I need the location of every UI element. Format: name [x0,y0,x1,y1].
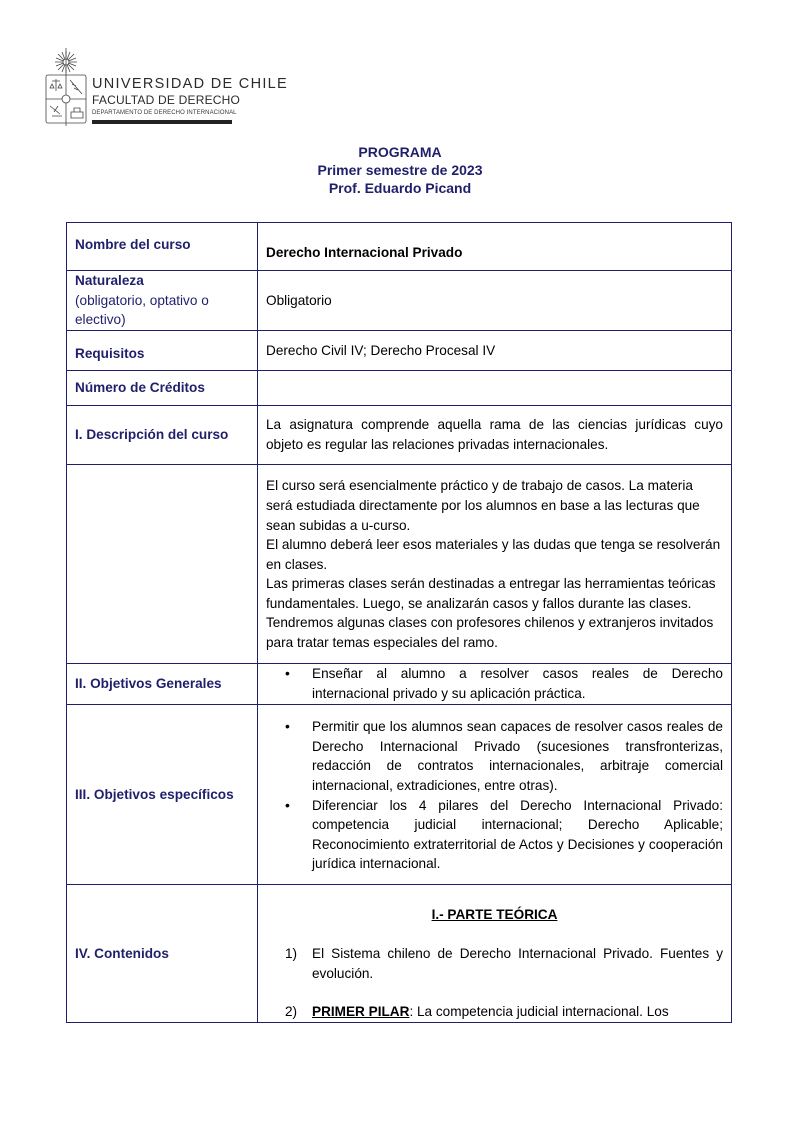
row-specific-objectives [67,705,732,885]
label-course-name: Nombre del curso [67,223,258,271]
faculty-name: FACULTAD DE DERECHO [92,93,241,107]
label-specific-objectives: III. Objetivos específicos [67,705,258,885]
value-nature: Obligatorio [258,271,732,331]
item-lead: PRIMER PILAR [312,1004,410,1020]
general-objectives-list [266,664,723,703]
value-course-name: Derecho Internacional Privado [258,223,732,271]
row-contents [67,885,732,1023]
document-title: PROGRAMA [358,144,442,160]
department-name: DEPARTAMENTO DE DERECHO INTERNACIONAL [92,110,237,116]
university-header [92,76,288,124]
methodology-paragraph: Tendremos algunas clases con profesores chilenos y extranjeros invitados para tratar temas especiales del ramo. [266,615,714,651]
row-course-name [67,223,732,271]
specific-objectives-list [266,717,723,874]
methodology-paragraph: Las primeras clases serán destinadas a entregar las herramientas teóricas fundamentales. Luego, se analizarán casos y fallos durante las clases. [266,576,716,611]
label-description: I. Descripción del curso [67,406,258,465]
value-description: La asignatura comprende aquella rama de las ciencias jurídicas cuyo objeto es regular las relaciones privadas internacionales. [258,406,732,465]
label-contents: IV. Contenidos [67,885,258,1023]
row-requirements [67,331,732,371]
label-credits: Número de Créditos [67,371,258,406]
list-item: • Diferenciar los 4 pilares del Derecho Internacional Privado: competencia judicial internacional; Derecho Aplicable; Reconocimiento extraterritorial de Actos y Decisiones y cooperación jurídica internacional. [312,796,723,874]
label-methodology [67,465,258,664]
list-item: • Enseñar al alumno a resolver casos reales de Derecho internacional privado y su aplicación práctica. [312,664,723,703]
row-description [67,406,732,465]
contents-list [266,944,723,1022]
methodology-paragraph: El curso será esencialmente práctico y de trabajo de casos. La materia será estudiada directamente por los alumnos en base a las lecturas que sean subidas a u-curso. [266,478,700,533]
university-crest-icon [44,48,88,126]
label-nature-title: Naturaleza [75,273,144,289]
university-name: UNIVERSIDAD DE CHILE [92,76,289,92]
value-general-objectives [258,664,732,705]
value-specific-objectives [258,705,732,885]
list-item [285,1002,723,1022]
list-item [285,944,723,983]
semester: Primer semestre de 2023 [317,162,483,178]
row-general-objectives [67,664,732,705]
value-requirements: Derecho Civil IV; Derecho Procesal IV [258,331,732,371]
row-nature [67,271,732,331]
label-general-objectives: II. Objetivos Generales [67,664,258,705]
item-number: 1) [285,945,298,961]
row-methodology [67,465,732,664]
label-nature-sub: (obligatorio, optativo o electivo) [75,292,209,328]
methodology-paragraph: El alumno deberá leer esos materiales y las dudas que tenga se resolverán en clases. [266,537,721,572]
item-text: El Sistema chileno de Derecho Internacional Privado. Fuentes y evolución. [312,945,723,981]
label-nature [67,271,258,331]
item-number: 2) [285,1004,298,1020]
contents-section-title: I.- PARTE TEÓRICA [431,907,558,923]
row-credits [67,371,732,406]
header-rule [92,120,232,124]
value-contents [258,885,732,1023]
label-requirements: Requisitos [67,331,258,371]
program-table [66,222,732,1023]
item-text: : La competencia judicial internacional. Los [409,1004,669,1020]
professor: Prof. Eduardo Picand [328,180,472,196]
document-heading [0,143,800,197]
list-item: • Permitir que los alumnos sean capaces de resolver casos reales de Derecho Internacional Privado (sucesiones transfronterizas, redacción de contratos internacionales, arbitraje comercial internacional, extradiciones, entre otras). [312,717,723,795]
value-methodology [258,465,732,664]
value-credits [258,371,732,406]
